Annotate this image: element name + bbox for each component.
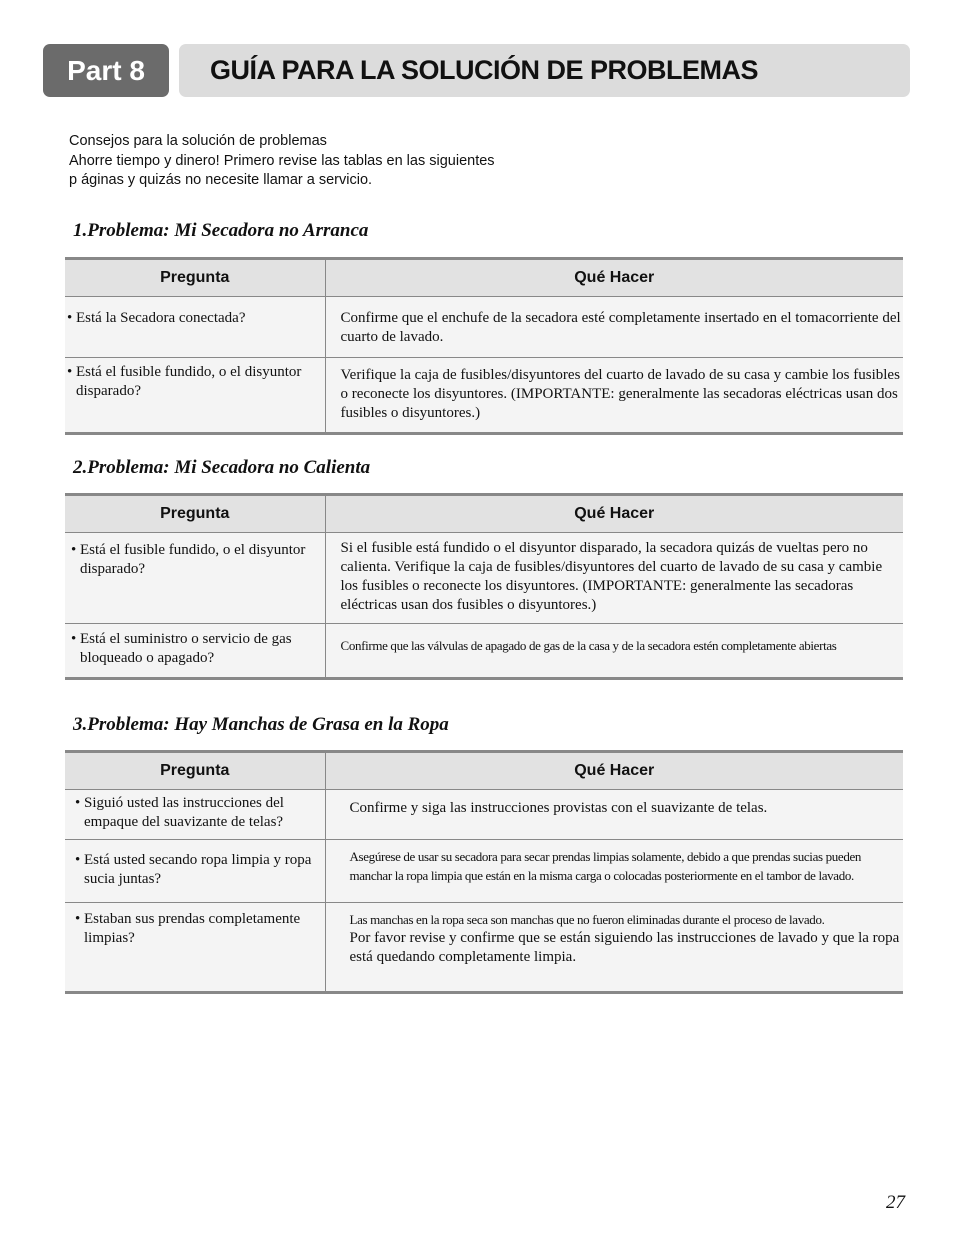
troubleshoot-table-3 [65,750,903,994]
question-text: • Está el fusible fundido, o el disyuntor disparado? [71,542,306,577]
table-header-row [65,495,903,533]
answer-text [326,903,904,967]
intro-line-3: p áginas y quizás no necesite llamar a servicio. [69,172,373,188]
answer-text: Asegúrese de usar su secadora para secar prendas limpias solamente, debido a que prendas sucias pueden manchar la ropa limpia que están en la misma carga o colocadas posteriormente en el tambor de lavado. [349,849,862,883]
answer-cell [325,297,903,358]
question-text: • Siguió usted las instrucciones del empaque del suavizante de telas? [75,795,284,830]
column-header-action: Qué Hacer [325,495,903,533]
question-text: • Está el fusible fundido, o el disyuntor disparado? [67,364,302,399]
intro-line-2: Ahorre tiempo y dinero! Primero revise las tablas en las siguientes [69,152,495,169]
table-row [65,358,903,434]
table-row [65,840,903,903]
part-label: Part 8 [43,44,169,97]
answer-text: Confirme que las válvulas de apagado de gas de la casa y de la secadora estén completamente abiertas [340,638,837,653]
question-cell [65,903,325,993]
column-header-question: Pregunta [65,495,325,533]
column-header-question: Pregunta [65,259,325,297]
answer-cell [325,624,903,679]
question-cell [65,297,325,358]
question-cell [65,358,325,434]
table-row [65,624,903,679]
intro-line-1: Consejos para la solución de problemas [69,133,327,149]
answer-cell [325,903,903,993]
question-cell [65,840,325,903]
answer-text-line-2: Por favor revise y confirme que se están siguiendo las instrucciones de lavado y que la ropa está quedando completamente limpia. [349,930,900,965]
table-row [65,533,903,624]
answer-text: Confirme y siga las instrucciones provistas con el suavizante de telas. [349,800,768,816]
page-number: 27 [886,1192,905,1213]
troubleshoot-table-1 [65,257,903,435]
answer-text: Si el fusible está fundido o el disyuntor disparado, la secadora quizás de vueltas pero no calienta. Verifique la caja de fusibles/disyuntores del cuarto de lavado de su casa y cambie los fusibles o reconecte los disyuntores. (IMPORTANTE: generalmente las secadoras eléctricas usan dos fusibles o disyuntores.) [340,540,883,613]
column-header-action: Qué Hacer [325,259,903,297]
question-cell [65,790,325,840]
question-cell [65,624,325,679]
answer-cell [325,840,903,903]
table-row [65,297,903,358]
answer-cell [325,533,903,624]
intro-text [69,132,589,191]
table-header-row [65,752,903,790]
question-text: • Está la Secadora conectada? [67,310,246,326]
column-header-action: Qué Hacer [325,752,903,790]
answer-text: Verifique la caja de fusibles/disyuntores del cuarto de lavado de su casa y cambie los fusibles o reconecte los disyuntores. (IMPORTANTE: generalmente las secadoras eléctricas usan dos fusibles o disyuntores.) [340,367,900,421]
table-row [65,903,903,993]
troubleshoot-table-2 [65,493,903,680]
page-title: GUÍA PARA LA SOLUCIÓN DE PROBLEMAS [179,44,910,97]
question-cell [65,533,325,624]
column-header-question: Pregunta [65,752,325,790]
table-header-row [65,259,903,297]
table-row [65,790,903,840]
answer-cell [325,358,903,434]
answer-text-line-1: Las manchas en la ropa seca son manchas que no fueron eliminadas durante el proceso de lavado. [349,912,825,927]
section-title-2: 2.Problema: Mi Secadora no Calienta [73,457,371,478]
question-text: • Está el suministro o servicio de gas bloqueado o apagado? [71,631,292,666]
question-text: • Está usted secando ropa limpia y ropa sucia juntas? [75,852,312,887]
section-title-1: 1.Problema: Mi Secadora no Arranca [73,220,369,241]
question-text: • Estaban sus prendas completamente limpias? [75,911,301,946]
section-title-3: 3.Problema: Hay Manchas de Grasa en la Ropa [73,714,449,735]
answer-cell [325,790,903,840]
answer-text: Confirme que el enchufe de la secadora esté completamente insertado en el tomacorriente del cuarto de lavado. [340,310,901,345]
